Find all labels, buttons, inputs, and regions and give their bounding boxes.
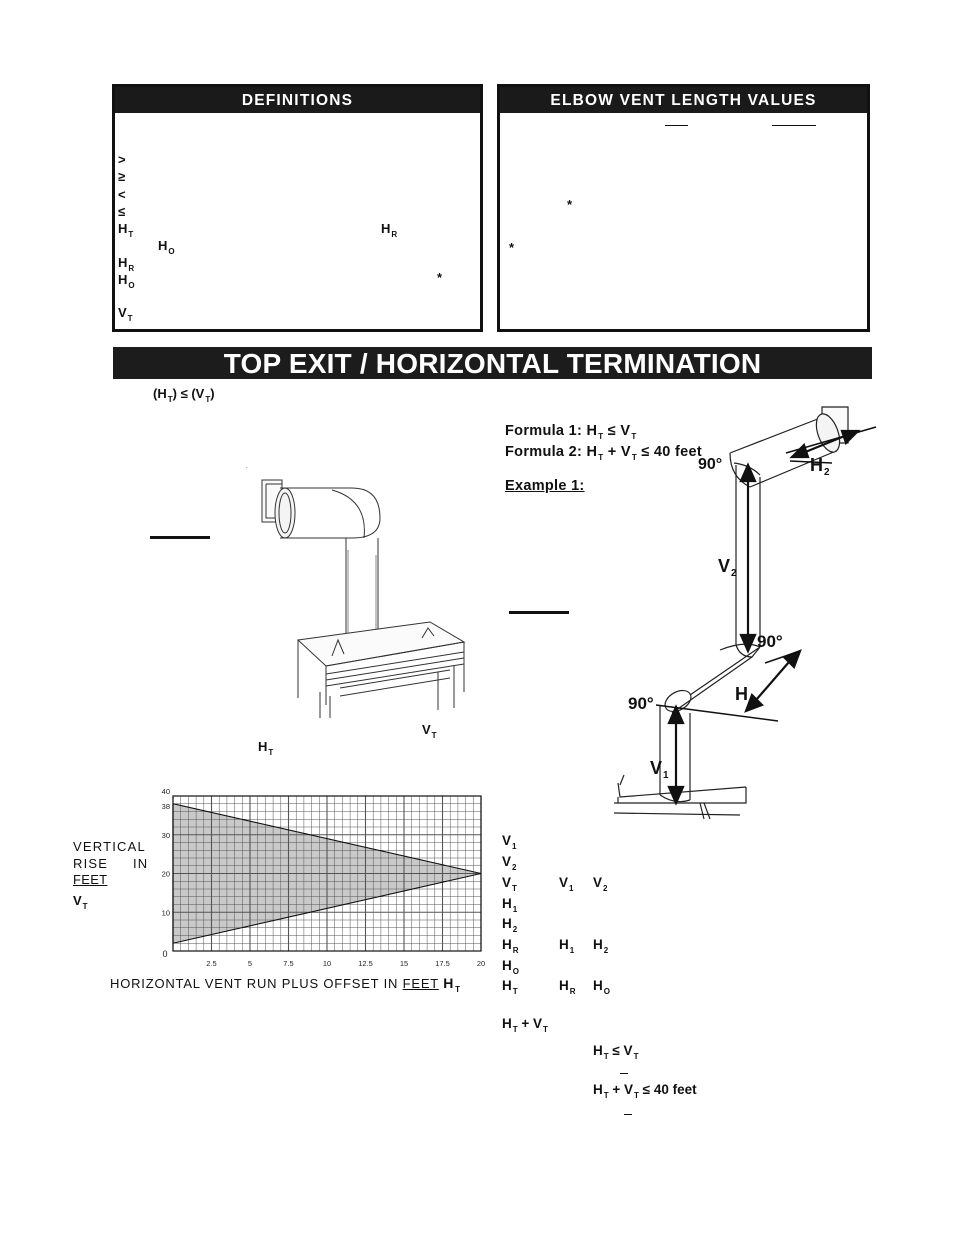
x-tick-label: 17.5 bbox=[435, 959, 450, 966]
def-ho: $H_O$ bbox=[118, 272, 135, 290]
check-formula-2: $H_T + V_T \le 40$ feet bbox=[593, 1082, 697, 1100]
elbow-underline-2 bbox=[772, 125, 816, 126]
check-dash-1 bbox=[620, 1073, 628, 1074]
y-label-line1: VERTICAL bbox=[73, 839, 146, 854]
formula-1: Formula 1: $H_T \le V_T$ bbox=[505, 423, 637, 441]
vent-chart bbox=[140, 786, 490, 966]
label-v2: $V_2$ bbox=[718, 556, 737, 579]
calc-row: $V_1$ bbox=[502, 833, 517, 851]
calc-row: $V_2$ bbox=[502, 854, 517, 872]
calc-row: $H_1$ bbox=[502, 896, 518, 914]
def-hr: $H_R$ bbox=[118, 255, 135, 273]
calc-row: $H_T$ bbox=[502, 978, 518, 996]
y-tick-label: 30 bbox=[161, 830, 170, 840]
definitions-title: DEFINITIONS bbox=[115, 87, 480, 113]
calc-row-term-b: $V_2$ bbox=[593, 875, 608, 893]
symbol-greater-equal: ≥ bbox=[118, 169, 126, 184]
formula-2: Formula 2: $H_T + V_T \le 40$ feet bbox=[505, 444, 702, 462]
vent-run-illustration bbox=[600, 395, 900, 825]
y-tick-label: 10 bbox=[161, 908, 170, 918]
angle-top: 90° bbox=[698, 456, 723, 473]
x-tick-label: 15 bbox=[399, 959, 409, 966]
x-tick-label: 10 bbox=[322, 959, 332, 966]
sum-ht-vt: $H_T + V_T$ bbox=[502, 1016, 548, 1034]
svg-text:.: . bbox=[246, 464, 248, 470]
definitions-box bbox=[112, 84, 483, 332]
y-tick-label: 40 bbox=[161, 787, 170, 796]
x-axis-label: HORIZONTAL VENT RUN PLUS OFFSET IN FEET $H_T$ bbox=[110, 975, 461, 994]
calc-row: $H_R$ bbox=[502, 937, 519, 955]
example-label: Example 1: bbox=[505, 478, 585, 494]
calc-row: $H_2$ bbox=[502, 916, 518, 934]
def-hr-inline: $H_R$ bbox=[381, 221, 398, 239]
rule-note: $(H_T) \le (V_T)$ bbox=[153, 386, 215, 404]
y-label-line2a: RISE bbox=[73, 856, 109, 871]
label-h1: $H_1$ bbox=[735, 684, 755, 707]
section-banner: TOP EXIT / HORIZONTAL TERMINATION bbox=[113, 347, 872, 379]
def-vt: $V_T$ bbox=[118, 305, 133, 323]
calc-row-term-a: $V_1$ bbox=[559, 875, 574, 893]
y-tick-label: 38 bbox=[161, 801, 170, 811]
def-ht: $H_T$ bbox=[118, 221, 134, 239]
y-label-line2b: IN bbox=[133, 856, 149, 871]
x-tick-label: 12.5 bbox=[358, 959, 373, 966]
x-tick-label: 7.5 bbox=[283, 959, 294, 966]
x-tick-label: 2.5 bbox=[206, 959, 217, 966]
y-label-line3: FEET bbox=[73, 872, 108, 887]
x-tick-label: 20 bbox=[476, 959, 486, 966]
blank-rule-left bbox=[150, 536, 210, 539]
label-v1: $V_1$ bbox=[650, 758, 669, 781]
left-fig-ht: $H_T$ bbox=[258, 739, 274, 757]
x-tick-label: 0 bbox=[162, 949, 168, 959]
left-fig-vt: $V_T$ bbox=[422, 722, 437, 740]
appliance-illustration bbox=[240, 460, 480, 720]
calc-row-term-b: $H_2$ bbox=[593, 937, 609, 955]
symbol-less-than: < bbox=[118, 187, 126, 202]
check-formula-1: $H_T \le V_T$ bbox=[593, 1043, 639, 1061]
symbol-less-equal: ≤ bbox=[118, 204, 126, 219]
elbow-vent-box bbox=[497, 84, 870, 332]
y-label-symbol: $V_T$ bbox=[73, 893, 88, 911]
calc-row-term-b: $H_O$ bbox=[593, 978, 610, 996]
elbow-asterisk-1: * bbox=[567, 197, 573, 212]
symbol-greater-than: > bbox=[118, 152, 126, 167]
x-tick-label: 5 bbox=[247, 959, 253, 966]
calc-row-term-a: $H_R$ bbox=[559, 978, 576, 996]
elbow-underline-1 bbox=[665, 125, 688, 126]
elbow-asterisk-2: * bbox=[509, 240, 515, 255]
calc-row: $V_T$ bbox=[502, 875, 517, 893]
def-asterisk: * bbox=[437, 270, 443, 285]
def-ho-inline: $H_O$ bbox=[158, 238, 175, 256]
calc-row: $H_O$ bbox=[502, 958, 519, 976]
calc-row-term-a: $H_1$ bbox=[559, 937, 575, 955]
angle-bottom: 90° bbox=[628, 694, 654, 713]
elbow-vent-title: ELBOW VENT LENGTH VALUES bbox=[500, 87, 867, 113]
blank-rule-right bbox=[509, 611, 569, 614]
label-h2: $H_2$ bbox=[810, 455, 830, 478]
check-dash-2 bbox=[624, 1114, 632, 1115]
angle-mid: 90° bbox=[757, 632, 783, 651]
y-tick-label: 20 bbox=[161, 869, 170, 879]
